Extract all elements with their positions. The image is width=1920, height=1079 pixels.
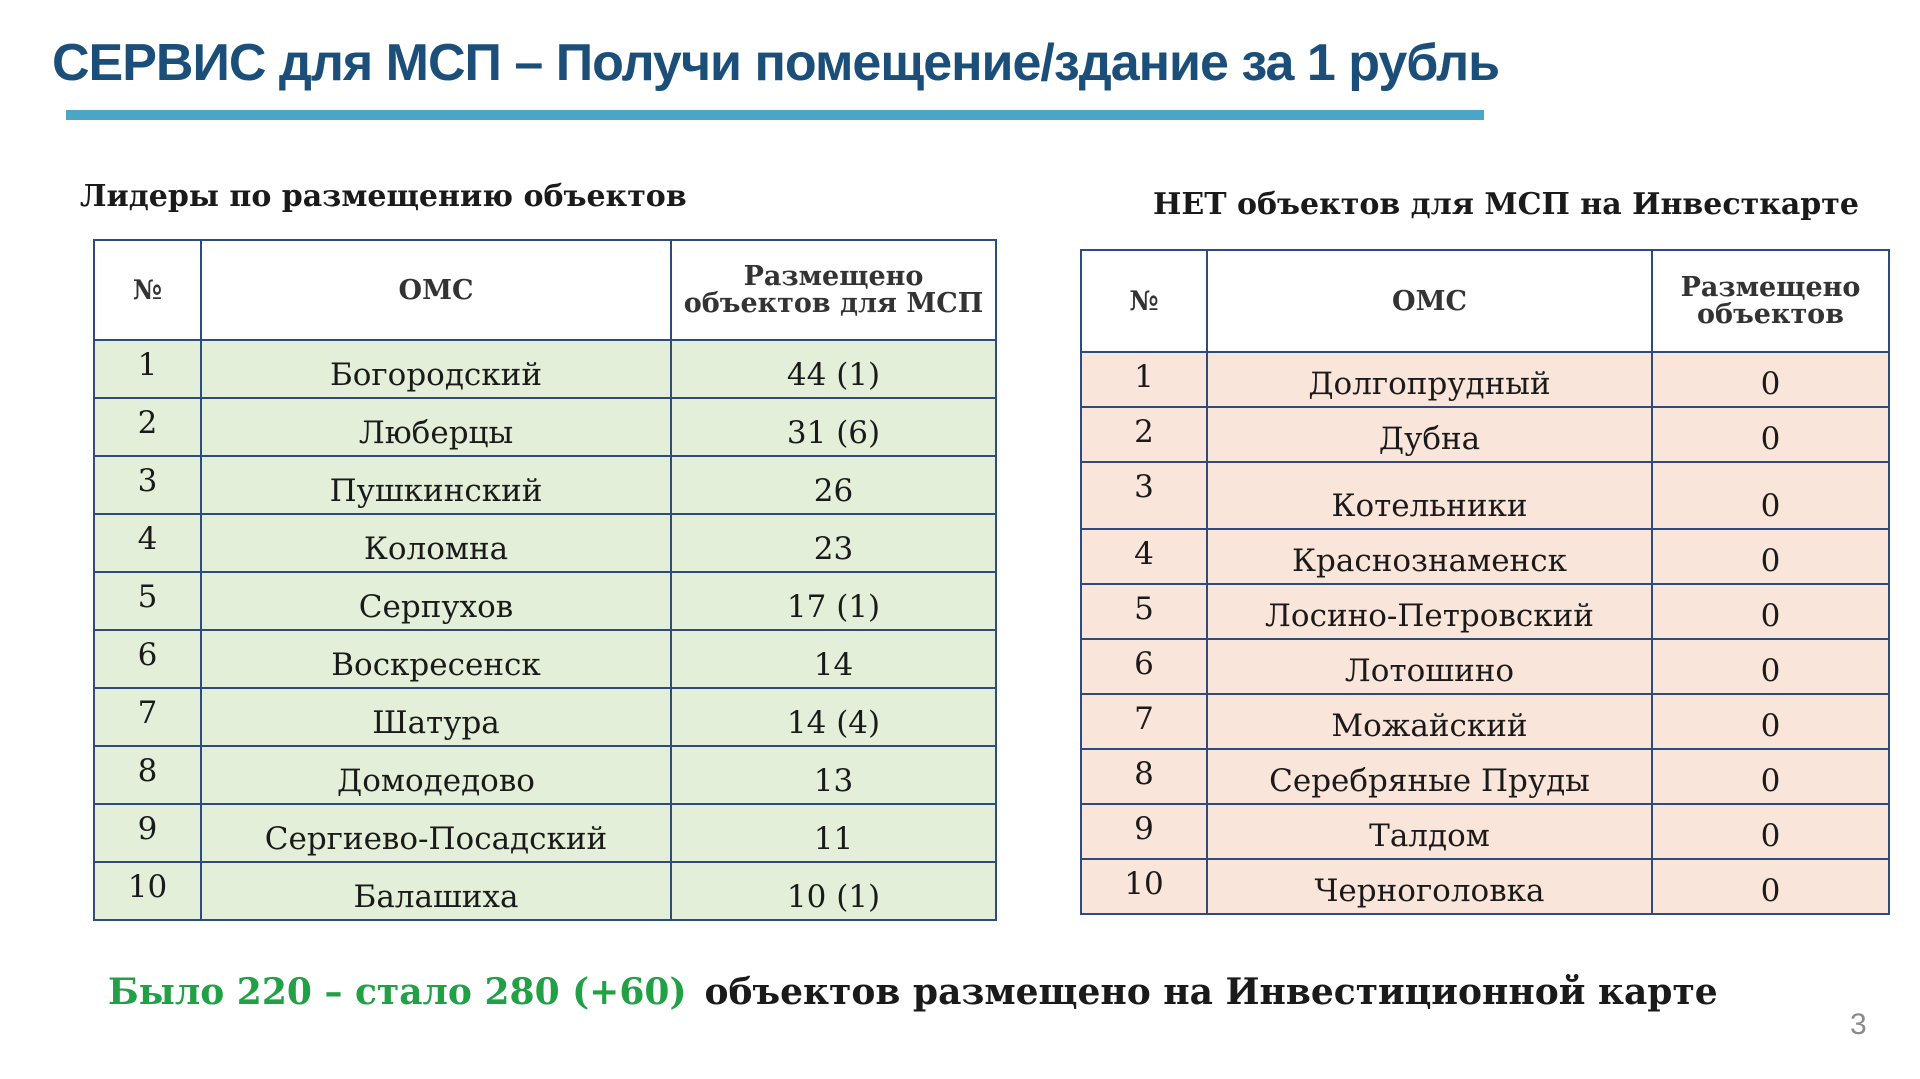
row-number: 10 [1081,859,1207,914]
placed-count: 0 [1652,352,1889,407]
table-row [1081,529,1889,584]
oms-name: Богородский [201,340,671,398]
placed-count: 0 [1652,804,1889,859]
row-number: 4 [94,514,201,572]
oms-name: Долгопрудный [1207,352,1652,407]
row-number: 5 [94,572,201,630]
placed-count: 14 [671,630,996,688]
placed-count: 0 [1652,462,1889,529]
oms-name: Пушкинский [201,456,671,514]
title-underline [66,110,1484,120]
table-row [94,572,996,630]
row-number: 8 [94,746,201,804]
leaders-table [93,239,997,921]
oms-name: Лосино-Петровский [1207,584,1652,639]
row-number: 7 [1081,694,1207,749]
table-row [1081,749,1889,804]
row-number: 2 [94,398,201,456]
table-row [94,746,996,804]
table-row [1081,639,1889,694]
placed-count: 0 [1652,639,1889,694]
summary-line [108,968,1718,1016]
table-row [1081,694,1889,749]
oms-name: Краснознаменск [1207,529,1652,584]
column-header-placed: Размещено объектов для МСП [671,240,996,340]
column-header-oms: ОМС [201,240,671,340]
table-row [1081,859,1889,914]
row-number: 3 [94,456,201,514]
row-number: 10 [94,862,201,920]
oms-name: Сергиево-Посадский [201,804,671,862]
row-number: 7 [94,688,201,746]
page-title: СЕРВИС для МСП – Получи помещение/здание за 1 рубль [52,34,1500,92]
table-row [1081,462,1889,529]
table-row [94,688,996,746]
table-row [94,804,996,862]
placed-count: 44 (1) [671,340,996,398]
column-header-placed: Размещено объектов [1652,250,1889,352]
page-number: 3 [1850,1008,1867,1041]
oms-name: Серебряные Пруды [1207,749,1652,804]
placed-count: 17 (1) [671,572,996,630]
no-objects-header-row [1081,250,1889,352]
row-number: 6 [94,630,201,688]
oms-name: Можайский [1207,694,1652,749]
oms-name: Котельники [1207,462,1652,529]
oms-name: Балашиха [201,862,671,920]
placed-count: 0 [1652,694,1889,749]
oms-name: Домодедово [201,746,671,804]
placed-count: 0 [1652,749,1889,804]
placed-count: 0 [1652,407,1889,462]
table-row [94,456,996,514]
row-number: 6 [1081,639,1207,694]
placed-count: 13 [671,746,996,804]
row-number: 4 [1081,529,1207,584]
row-number: 9 [1081,804,1207,859]
oms-name: Черноголовка [1207,859,1652,914]
oms-name: Серпухов [201,572,671,630]
oms-name: Лотошино [1207,639,1652,694]
table-row [94,340,996,398]
table-row [1081,352,1889,407]
leaders-heading: Лидеры по размещению объектов [80,179,687,214]
table-row [1081,407,1889,462]
oms-name: Люберцы [201,398,671,456]
row-number: 8 [1081,749,1207,804]
oms-name: Воскресенск [201,630,671,688]
placed-count: 0 [1652,584,1889,639]
no-objects-heading: НЕТ объектов для МСП на Инвесткарте [1153,187,1859,222]
placed-count: 0 [1652,529,1889,584]
row-number: 1 [94,340,201,398]
placed-count: 26 [671,456,996,514]
placed-count: 11 [671,804,996,862]
placed-count: 23 [671,514,996,572]
table-row [94,398,996,456]
column-header-oms: ОМС [1207,250,1652,352]
placed-count: 10 (1) [671,862,996,920]
oms-name: Коломна [201,514,671,572]
oms-name: Дубна [1207,407,1652,462]
placed-count: 0 [1652,859,1889,914]
table-row [1081,804,1889,859]
table-row [94,630,996,688]
summary-highlight: Было 220 – стало 280 (+60) [108,971,687,1013]
row-number: 1 [1081,352,1207,407]
leaders-header-row [94,240,996,340]
summary-text: объектов размещено на Инвестиционной карте [704,971,1718,1013]
row-number: 2 [1081,407,1207,462]
oms-name: Талдом [1207,804,1652,859]
table-row [94,514,996,572]
row-number: 9 [94,804,201,862]
column-header-number: № [1081,250,1207,352]
no-objects-table [1080,249,1890,915]
column-header-number: № [94,240,201,340]
row-number: 3 [1081,462,1207,529]
table-row [1081,584,1889,639]
row-number: 5 [1081,584,1207,639]
placed-count: 14 (4) [671,688,996,746]
oms-name: Шатура [201,688,671,746]
placed-count: 31 (6) [671,398,996,456]
table-row [94,862,996,920]
